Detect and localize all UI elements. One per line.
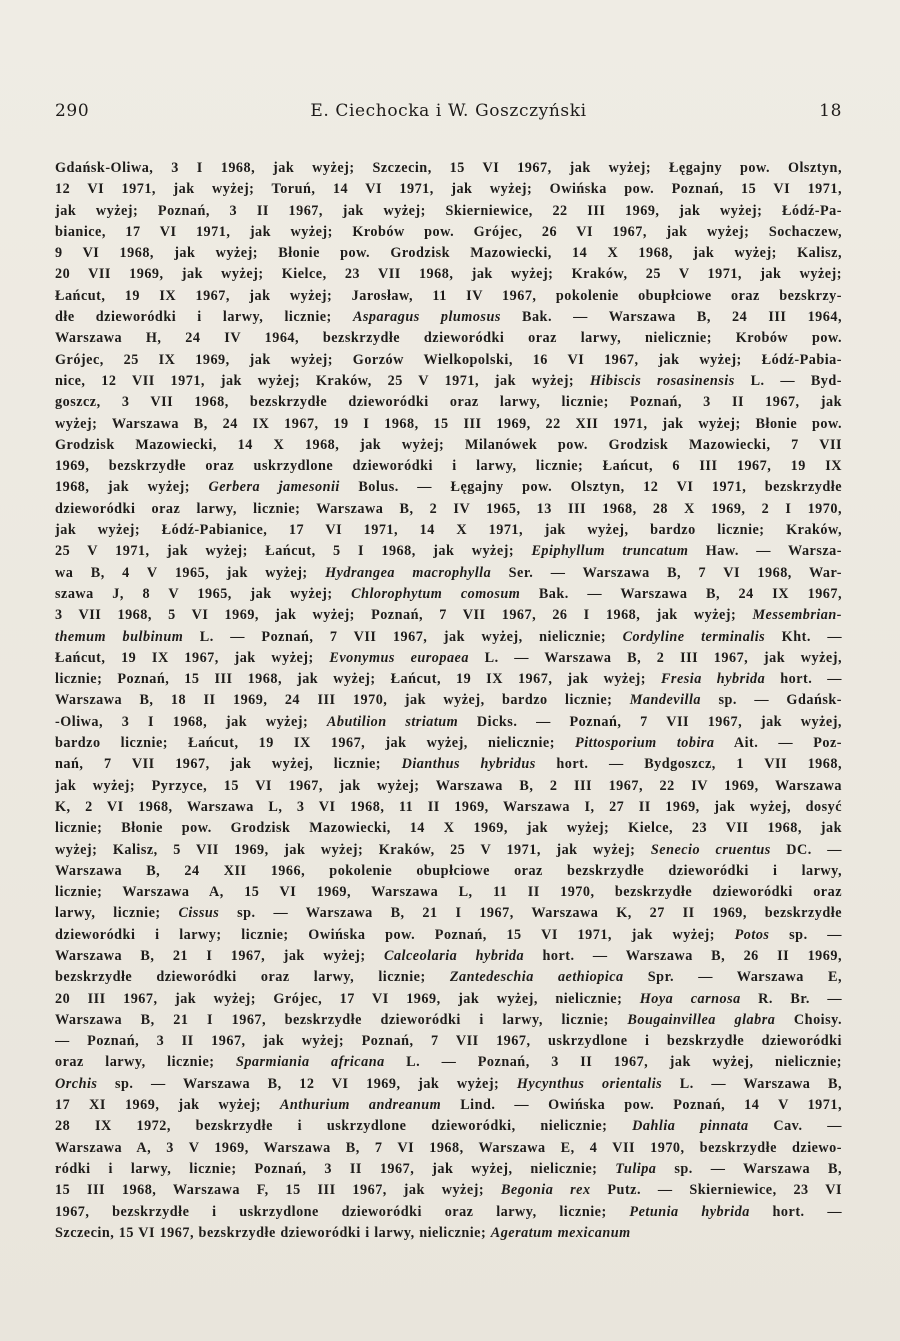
text-line: — Poznań, 3 II 1967, jak wyżej; Poznań, 7 VII 1967, uskrzydlone i bezskrzydłe dzieworódki [55, 1033, 842, 1050]
text-line: ródki i larwy, licznie; Poznań, 3 II 1967, jak wyżej, nielicznie; Tulipa sp. — Warszawa B, [55, 1160, 842, 1177]
text-line: nań, 7 VII 1967, jak wyżej, licznie; Dianthus hybridus hort. — Bydgoszcz, 1 VII 1968, [55, 756, 842, 773]
text-line: Grodzisk Mazowiecki, 14 X 1968, jak wyżej; Milanówek pow. Grodzisk Mazowiecki, 7 VII [55, 436, 842, 453]
text-line: Szczecin, 15 VI 1967, bezskrzydłe dzieworódki i larwy, nielicznie; Ageratum mexicanum [55, 1224, 631, 1241]
text-line: oraz larwy, licznie; Sparmiania africana L. — Poznań, 3 II 1967, jak wyżej, nielicznie; [55, 1054, 842, 1071]
text-line: 15 III 1968, Warszawa F, 15 III 1967, jak wyżej; Begonia rex Putz. — Skierniewice, 23 VI [55, 1182, 842, 1199]
text-line: Łańcut, 19 IX 1967, jak wyżej; Jarosław, 11 IV 1967, pokolenie obupłciowe oraz bezskrzy- [55, 287, 842, 304]
text-line: 1967, bezskrzydłe i uskrzydlone dzieworódki oraz larwy, licznie; Petunia hybrida hort. — [55, 1203, 842, 1220]
text-line: dłe dzieworódki i larwy, licznie; Asparagus plumosus Bak. — Warszawa B, 24 III 1964, [55, 309, 842, 326]
text-line: -Oliwa, 3 I 1968, jak wyżej; Abutilion striatum Dicks. — Poznań, 7 VII 1967, jak wyżej, [55, 713, 842, 730]
text-line: jak wyżej; Łódź-Pabianice, 17 VI 1971, 14 X 1971, jak wyżej, bardzo licznie; Kraków, [55, 522, 842, 539]
body-paragraph [55, 158, 842, 1244]
text-line: K, 2 VI 1968, Warszawa L, 3 VI 1968, 11 II 1969, Warszawa I, 27 II 1969, jak wyżej, dosyć [55, 798, 842, 815]
text-line: nice, 12 VII 1971, jak wyżej; Kraków, 25 V 1971, jak wyżej; Hibiscis rosasinensis L. — Byd- [55, 372, 842, 389]
text-line: licznie; Błonie pow. Grodzisk Mazowiecki, 14 X 1969, jak wyżej; Kielce, 23 VII 1968, jak [55, 820, 842, 837]
text-line: Grójec, 25 IX 1969, jak wyżej; Gorzów Wielkopolski, 16 VI 1967, jak wyżej; Łódź-Pabia- [55, 351, 842, 368]
text-line: Warszawa B, 18 II 1969, 24 III 1970, jak wyżej, bardzo licznie; Mandevilla sp. — Gdańsk- [55, 692, 842, 709]
text-line: Warszawa B, 21 I 1967, jak wyżej; Calceolaria hybrida hort. — Warszawa B, 26 II 1969, [55, 947, 842, 964]
text-line: licznie; Poznań, 15 III 1968, jak wyżej; Łańcut, 19 IX 1967, jak wyżej; Fresia hybrida hort. — [55, 671, 842, 688]
text-line: 1969, bezskrzydłe oraz uskrzydlone dzieworódki i larwy, licznie; Łańcut, 6 III 1967, 19 IX [55, 458, 842, 475]
text-line: wyżej; Kalisz, 5 VII 1969, jak wyżej; Kraków, 25 V 1971, jak wyżej; Senecio cruentus DC. — [55, 841, 842, 858]
issue-number: 18 [819, 101, 842, 121]
text-line: goszcz, 3 VII 1968, bezskrzydłe dzieworódki oraz larwy, licznie; Poznań, 3 II 1967, jak [55, 394, 842, 411]
text-line: szawa J, 8 V 1965, jak wyżej; Chlorophytum comosum Bak. — Warszawa B, 24 IX 1967, [55, 585, 842, 602]
text-line: themum bulbinum L. — Poznań, 7 VII 1967, jak wyżej, nielicznie; Cordyline terminalis Kht. — [55, 628, 842, 645]
text-line: licznie; Warszawa A, 15 VI 1969, Warszawa L, 11 II 1970, bezskrzydłe dzieworódki oraz [55, 884, 842, 901]
text-line: 3 VII 1968, 5 VI 1969, jak wyżej; Poznań, 7 VII 1967, 26 I 1968, jak wyżej; Messembrian- [55, 607, 842, 624]
text-line: Warszawa H, 24 IV 1964, bezskrzydłe dzieworódki oraz larwy, nielicznie; Krobów pow. [55, 330, 842, 347]
text-line: jak wyżej; Poznań, 3 II 1967, jak wyżej; Skierniewice, 22 III 1969, jak wyżej; Łódź-Pa- [55, 202, 842, 219]
text-line: Orchis sp. — Warszawa B, 12 VI 1969, jak wyżej; Hycynthus orientalis L. — Warszawa B, [55, 1075, 842, 1092]
text-line: larwy, licznie; Cissus sp. — Warszawa B, 21 I 1967, Warszawa K, 27 II 1969, bezskrzydłe [55, 905, 842, 922]
text-line: Warszawa B, 21 I 1967, bezskrzydłe dzieworódki i larwy, licznie; Bougainvillea glabra Choisy. [55, 1011, 842, 1028]
running-head [55, 101, 842, 127]
text-line: Łańcut, 19 IX 1967, jak wyżej; Evonymus europaea L. — Warszawa B, 2 III 1967, jak wyżej, [55, 649, 842, 666]
text-line: 12 VI 1971, jak wyżej; Toruń, 14 VI 1971, jak wyżej; Owińska pow. Poznań, 15 VI 1971, [55, 181, 842, 198]
text-line: Gdańsk-Oliwa, 3 I 1968, jak wyżej; Szczecin, 15 VI 1967, jak wyżej; Łęgajny pow. Olsztyn, [55, 160, 842, 176]
page-number: 290 [55, 101, 90, 121]
text-line: jak wyżej; Pyrzyce, 15 VI 1967, jak wyżej; Warszawa B, 2 III 1967, 22 IV 1969, Warszawa [55, 777, 842, 794]
text-line: Warszawa B, 24 XII 1966, pokolenie obupłciowe oraz bezskrzydłe dzieworódki i larwy, [55, 862, 842, 879]
running-title: E. Ciechocka i W. Goszczyński [310, 101, 587, 121]
text-line: 28 IX 1972, bezskrzydłe i uskrzydlone dzieworódki, nielicznie; Dahlia pinnata Cav. — [55, 1118, 842, 1135]
text-line: 9 VI 1968, jak wyżej; Błonie pow. Grodzisk Mazowiecki, 14 X 1968, jak wyżej; Kalisz, [55, 245, 842, 262]
text-line: wa B, 4 V 1965, jak wyżej; Hydrangea macrophylla Ser. — Warszawa B, 7 VI 1968, War- [55, 564, 842, 581]
text-line: bezskrzydłe dzieworódki oraz larwy, licznie; Zantedeschia aethiopica Spr. — Warszawa E, [55, 969, 842, 986]
text-line: 20 III 1967, jak wyżej; Grójec, 17 VI 1969, jak wyżej, nielicznie; Hoya carnosa R. Br. — [55, 990, 842, 1007]
text-line: 25 V 1971, jak wyżej; Łańcut, 5 I 1968, jak wyżej; Epiphyllum truncatum Haw. — Warsza- [55, 543, 842, 560]
text-line: 17 XI 1969, jak wyżej; Anthurium andreanum Lind. — Owińska pow. Poznań, 14 V 1971, [55, 1097, 842, 1114]
text-line: dzieworódki i larwy; licznie; Owińska pow. Poznań, 15 VI 1971, jak wyżej; Potos sp. — [55, 926, 842, 943]
text-line: 20 VII 1969, jak wyżej; Kielce, 23 VII 1968, jak wyżej; Kraków, 25 V 1971, jak wyżej; [55, 266, 842, 283]
text-line: Warszawa A, 3 V 1969, Warszawa B, 7 VI 1968, Warszawa E, 4 VII 1970, bezskrzydłe dziewo- [55, 1139, 842, 1156]
text-line: 1968, jak wyżej; Gerbera jamesonii Bolus. — Łęgajny pow. Olsztyn, 12 VI 1971, bezskrzydłe [55, 479, 842, 496]
text-line: bianice, 17 VI 1971, jak wyżej; Krobów pow. Grójec, 26 VI 1967, jak wyżej; Sochaczew, [55, 223, 842, 240]
text-line: dzieworódki oraz larwy, licznie; Warszawa B, 2 IV 1965, 13 III 1968, 28 X 1969, 2 I 1970, [55, 500, 842, 517]
text-line: bardzo licznie; Łańcut, 19 IX 1967, jak wyżej, nielicznie; Pittosporium tobira Ait. — Poz- [55, 735, 842, 752]
text-line: wyżej; Warszawa B, 24 IX 1967, 19 I 1968, 15 III 1969, 22 XII 1971, jak wyżej; Błonie pow. [55, 415, 842, 432]
